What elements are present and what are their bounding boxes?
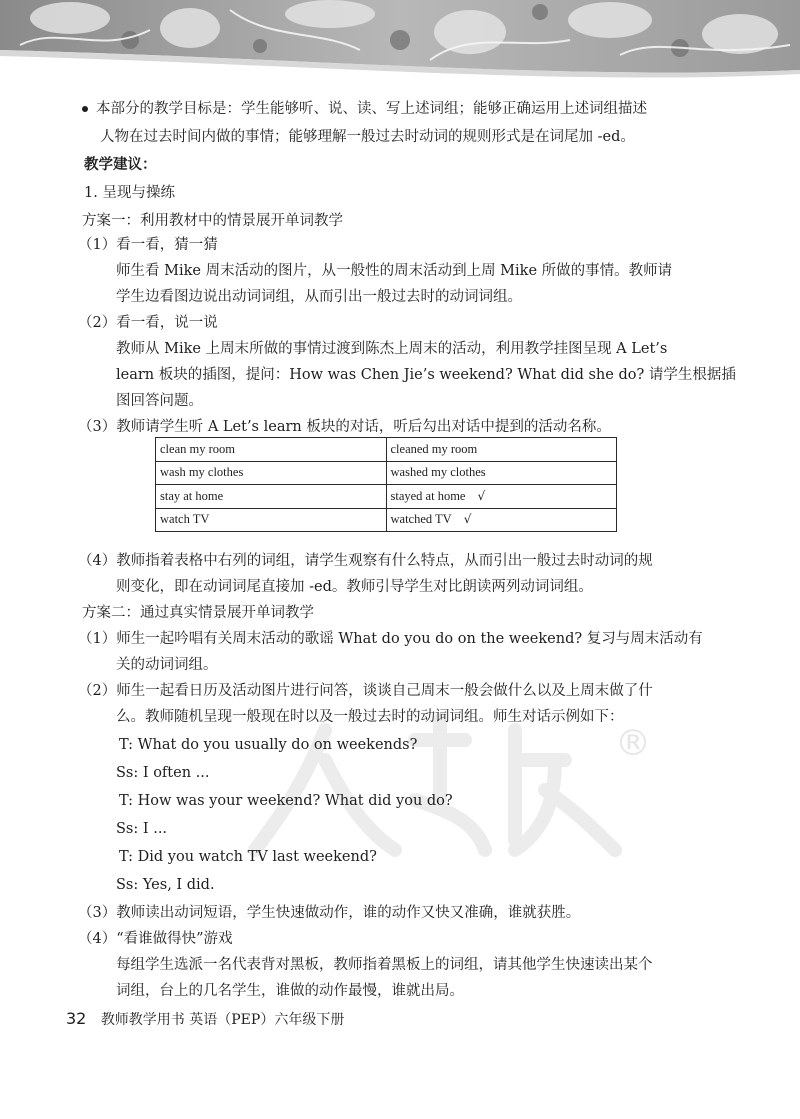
dialogue-line: T: How was your weekend? What did you do? bbox=[119, 793, 453, 809]
plan1-item1-line2: 学生边看图边说出动词词组，从而引出一般过去时的动词词组。 bbox=[116, 289, 522, 305]
plan1-item4-line1: （4）教师指着表格中右列的词组，请学生观察有什么特点，从而引出一般过去时动词的规 bbox=[78, 553, 653, 569]
section-title: 教学建议： bbox=[84, 156, 157, 173]
table-row bbox=[156, 508, 617, 532]
book-title: 教师教学用书 英语（PEP）六年级下册 bbox=[100, 1012, 345, 1028]
past-form-text: cleaned my room bbox=[390, 441, 478, 456]
plan2-item2-line2: 么。教师随机呈现一般现在时以及一般过去时的动词词组。师生对话示例如下： bbox=[116, 709, 624, 725]
bullet-icon bbox=[82, 106, 88, 112]
plan2-title: 方案二：通过真实情景展开单词教学 bbox=[82, 605, 314, 621]
plan2-item2-line1: （2）师生一起看日历及活动图片进行问答，谈谈自己周末一般会做什么以及上周末做了什 bbox=[78, 683, 653, 699]
plan1-item1-title: （1）看一看，猜一猜 bbox=[78, 237, 218, 253]
past-form-cell bbox=[386, 508, 617, 532]
past-form-cell bbox=[386, 438, 617, 462]
base-form-cell: stay at home bbox=[156, 485, 387, 509]
plan1-item4-line2: 则变化，即在动词词尾直接加 -ed。教师引导学生对比朗读两列动词词组。 bbox=[116, 579, 593, 595]
dialogue-line: T: What do you usually do on weekends? bbox=[119, 737, 418, 753]
past-form-text: watched TV bbox=[390, 512, 452, 527]
dialogue-line: Ss: I often ... bbox=[116, 765, 210, 781]
past-form-cell bbox=[386, 485, 617, 509]
step1-title: 1. 呈现与操练 bbox=[84, 185, 175, 201]
plan1-item3: （3）教师请学生听 A Let’s learn 板块的对话，听后勾出对话中提到的活动名称。 bbox=[78, 419, 611, 435]
plan1-item2-line1: 教师从 Mike 上周末所做的事情过渡到陈杰上周末的活动，利用教学挂图呈现 A Let’s bbox=[116, 341, 668, 357]
base-form-cell: watch TV bbox=[156, 508, 387, 532]
past-form-cell bbox=[386, 461, 617, 485]
intro-line-2: 人物在过去时间内做的事情；能够理解一般过去时动词的规则形式是在词尾加 -ed。 bbox=[100, 129, 635, 145]
past-form-text: stayed at home bbox=[390, 488, 466, 503]
plan2-item4-title: （4）“看谁做得快”游戏 bbox=[78, 931, 233, 947]
table-row bbox=[156, 438, 617, 462]
plan1-item1-line1: 师生看 Mike 周末活动的图片，从一般性的周末活动到上周 Mike 所做的事情。教师请 bbox=[116, 263, 673, 279]
table-row bbox=[156, 461, 617, 485]
plan1-item2-title: （2）看一看，说一说 bbox=[78, 315, 218, 331]
plan2-item4-line2: 词组，台上的几名学生，谁做的动作最慢，谁就出局。 bbox=[116, 983, 464, 999]
plan2-item3: （3）教师读出动词短语，学生快速做动作，谁的动作又快又准确，谁就获胜。 bbox=[78, 905, 581, 921]
plan2-item1-line1: （1）师生一起吟唱有关周末活动的歌谣 What do you do on the weekend? 复习与周末活动有 bbox=[78, 631, 703, 647]
page-number: 32 bbox=[66, 1009, 87, 1028]
plan2-item4-line1: 每组学生选派一名代表背对黑板，教师指着黑板上的词组，请其他学生快速读出某个 bbox=[116, 957, 653, 973]
page-footer bbox=[66, 1009, 344, 1029]
dialogue-line: Ss: I ... bbox=[116, 821, 168, 837]
intro-line-1: 本部分的教学目标是：学生能够听、说、读、写上述词组；能够正确运用上述词组描述 bbox=[96, 101, 647, 117]
verb-phrase-table bbox=[155, 437, 617, 532]
plan1-item2-line2: learn 板块的插图，提问：How was Chen Jie’s weekend? What did she do? 请学生根据插 bbox=[116, 367, 736, 383]
table-row bbox=[156, 485, 617, 509]
base-form-cell: clean my room bbox=[156, 438, 387, 462]
base-form-cell: wash my clothes bbox=[156, 461, 387, 485]
decorative-header-banner bbox=[0, 0, 800, 92]
intro-bullet bbox=[84, 100, 647, 118]
plan1-item2-line3: 图回答问题。 bbox=[116, 393, 203, 409]
registered-mark: ® bbox=[615, 723, 651, 764]
check-mark: √ bbox=[477, 488, 486, 503]
plan2-item1-line2: 关的动词词组。 bbox=[116, 657, 218, 673]
past-form-text: washed my clothes bbox=[390, 465, 486, 480]
check-mark: √ bbox=[463, 512, 472, 527]
dialogue-line: Ss: Yes, I did. bbox=[116, 877, 215, 893]
dialogue-line: T: Did you watch TV last weekend? bbox=[119, 849, 377, 865]
plan1-title: 方案一：利用教材中的情景展开单词教学 bbox=[82, 213, 343, 229]
